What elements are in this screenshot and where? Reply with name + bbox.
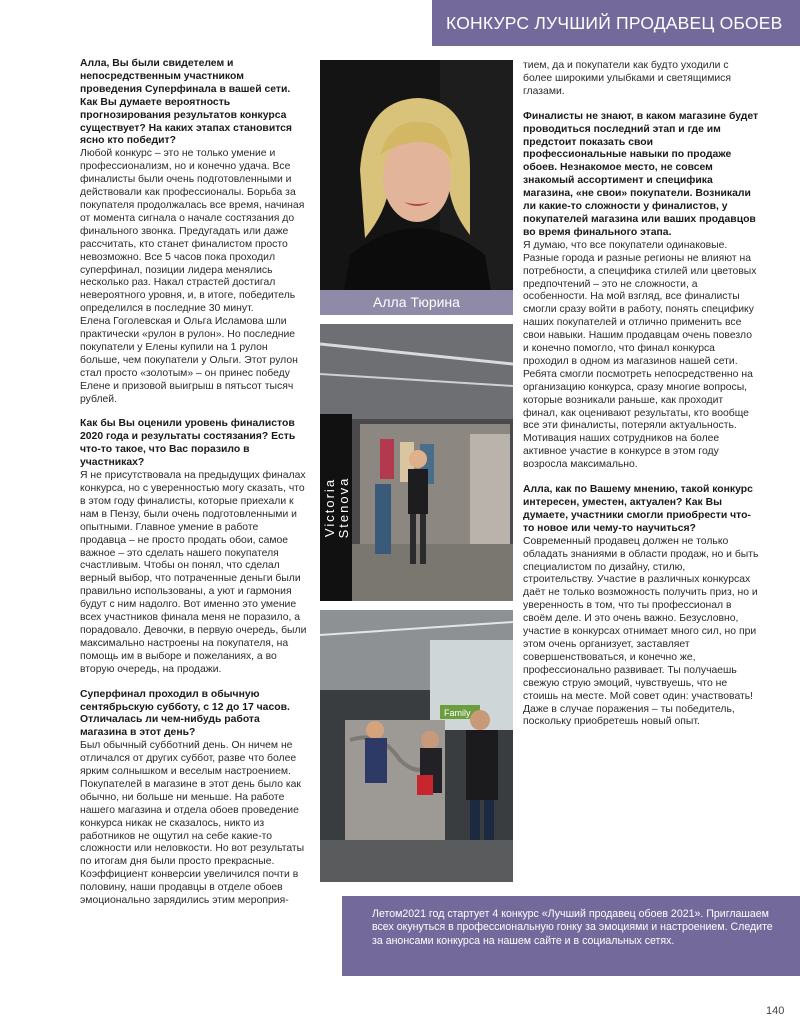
right-text-column <box>523 60 759 729</box>
store-interior-photo <box>320 324 513 601</box>
answer-1a: Любой конкурс – это не только умение и профессионализм, но и конечно удача. Все финалисты были очень подготовленными и действовали как профессионалы. Борьба за покупателя продолжалась все время, начиная от момента сигнала о начале состязания до финального звонка. Предугадать или даже рассчитать, кто станет финалистом просто невозможно. Все 5 часов пока проходил суперфинал, позиции лидера менялись несколько раз. Накал страстей достигал невероятного уровня, и, в итоге, победитель определился в последние 30 минут. <box>80 148 305 315</box>
store-sign <box>320 414 352 601</box>
answer-2: Я не присутствовала на предыдущих финалах конкурса, но с уверенностью могу сказать, что в этом году финалисты, которые приехали к нам в Пензу, были очень подготовленными и опытными. Главное умение в работе продавца – не просто продать обои, самое важное – это сделать нашего покупателя счастливым. Чтобы он понял, что сделал верный выбор, что потраченные деньги были правильно использованы, а уют и гармония будут с ним надолго. Вот именно это умение всех участников финала меня не поразило, а порадовало. Девочки, в первую очередь, были максимально настроены на покупателя, на помощь им в выборе и пожеланиях, а во вторую очередь, на продажи. <box>80 470 307 675</box>
question-3: Суперфинал проходил в обычную сентябрьскую субботу, с 12 до 17 часов. Отличалась ли чем-нибудь работа магазина в этот день? <box>80 688 290 739</box>
answer-1b: Елена Гоголевская и Ольга Исламова шли практически «рулон в рулон». Но последние покупатели у Елены купили на 1 рулон больше, чем покупатели у Ольги. Этот рулон стал просто «золотым» – он принес победу Елене и призовой выигрыш в пятьсот тысяч рублей. <box>80 316 298 405</box>
answer-5: Современный продавец должен не только обладать знаниями в области продаж, но и быть специалистом по дизайну, стилю, строительству. Участие в различных конкурсах даёт не только возможность получить приз, но и уверенность в том, что ты профессионал в своём деле. И это очень важно. Безусловно, участие в конкурсах отнимает много сил, но при этом очень организует, заставляет совершенствоваться, и конечно же, профессионально развивает. Ты получаешь свежую струю эмоций, чувствуешь, что не стоишь на месте. Мой совет один: участвовать! Даже в случае поражения – ты победитель, поскольку приобретешь новый опыт. <box>523 535 759 728</box>
announcement-box <box>342 896 800 976</box>
answer-3-continued: тием, да и покупатели как будто уходили с более широкими улыбками и светящимися глазами. <box>523 60 731 97</box>
section-banner <box>432 0 800 46</box>
portrait-illustration <box>320 60 513 315</box>
portrait-caption: Алла Тюрина <box>320 290 513 315</box>
wallpaper-demo-illustration <box>320 610 513 882</box>
store-sign-line2: Stenova <box>336 476 351 539</box>
answer-3: Был обычный субботний день. Он ничем не отличался от других суббот, разве что более ярким солнышком и веселым настроением. Покупателей в магазине в этот день было как обычно, ни больше ни меньше. На работе нашего магазина и отдела обоев проведение конкурса никак не сказалось, никто из работников не ощутил на себе какие-то сложности или неловкости. Но вот результаты по итогам дня были просто прекрасные. Коэффициент конверсии увеличился почти в половину, наши продавцы в отделе обоев эмоционально зарядились этим мероприя- <box>80 740 305 907</box>
section-title: КОНКУРС ЛУЧШИЙ ПРОДАВЕЦ ОБОЕВ <box>446 13 783 33</box>
family-sign: Family <box>444 708 471 718</box>
answer-4: Я думаю, что все покупатели одинаковые. Разные города и разные регионы не влияют на потребности, а специфика стилей или цветовых предпочтений – это не сложности, а особенности. На мой взгляд, все финалисты смогли сразу войти в работу, понять специфику наших покупателей и отлично применить все свои навыки. Нашим продавцам очень повезло и конечно помогло, что финал конкурса проходил в одном из магазинов нашей сети. Ребята смогли посмотреть непосредственно на организацию конкурса, сразу многие вопросы, которые возникали раньше, как проходит финал, как оценивают результаты, кто вообще все эти финалисты, потеряли актуальность. Мотивация наших сотрудников на более активное участие в конкурсе в этом году возросла максимально. <box>523 239 757 471</box>
left-text-column <box>80 58 307 908</box>
page-number: 140 <box>766 1005 785 1017</box>
wallpaper-demo-photo <box>320 610 513 882</box>
question-5: Алла, как по Вашему мнению, такой конкурс интересен, уместен, актуален? Как Вы думаете, участники смогли приобрести что-то новое или чему-то научиться? <box>523 484 753 534</box>
announcement-text: Летом2021 год стартует 4 конкурс «Лучший продавец обоев 2021». Приглашаем всех окунуться в профессиональную гонку за эмоциями и настроением. Следите за анонсами конкурса на нашем сайте и в социальных сетях. <box>372 908 773 947</box>
question-1: Алла, Вы были свидетелем и непосредственным участником проведения Суперфинала в вашей сети. Как Вы думаете вероятность прогнозирования результатов конкурса существует? На каких этапах становится ясно кто победит? <box>80 58 292 147</box>
store-sign-line1: Victoria <box>322 477 337 538</box>
portrait-photo <box>320 60 513 315</box>
question-4: Финалисты не знают, в каком магазине будет проводиться последний этап и где им предстоит показать свои профессиональные навыки по продаже обоев. Незнакомое место, не совсем знакомый ассортимент и специфика магазина, «не свои» покупатели. Возникали ли какие-то сложности у финалистов, у покупателей магазина или ваших продавцов во время финального этапа. <box>523 110 759 238</box>
question-2: Как бы Вы оценили уровень финалистов 2020 года и результаты состязания? Есть что-то такое, что Вас поразило в участниках? <box>80 418 296 469</box>
